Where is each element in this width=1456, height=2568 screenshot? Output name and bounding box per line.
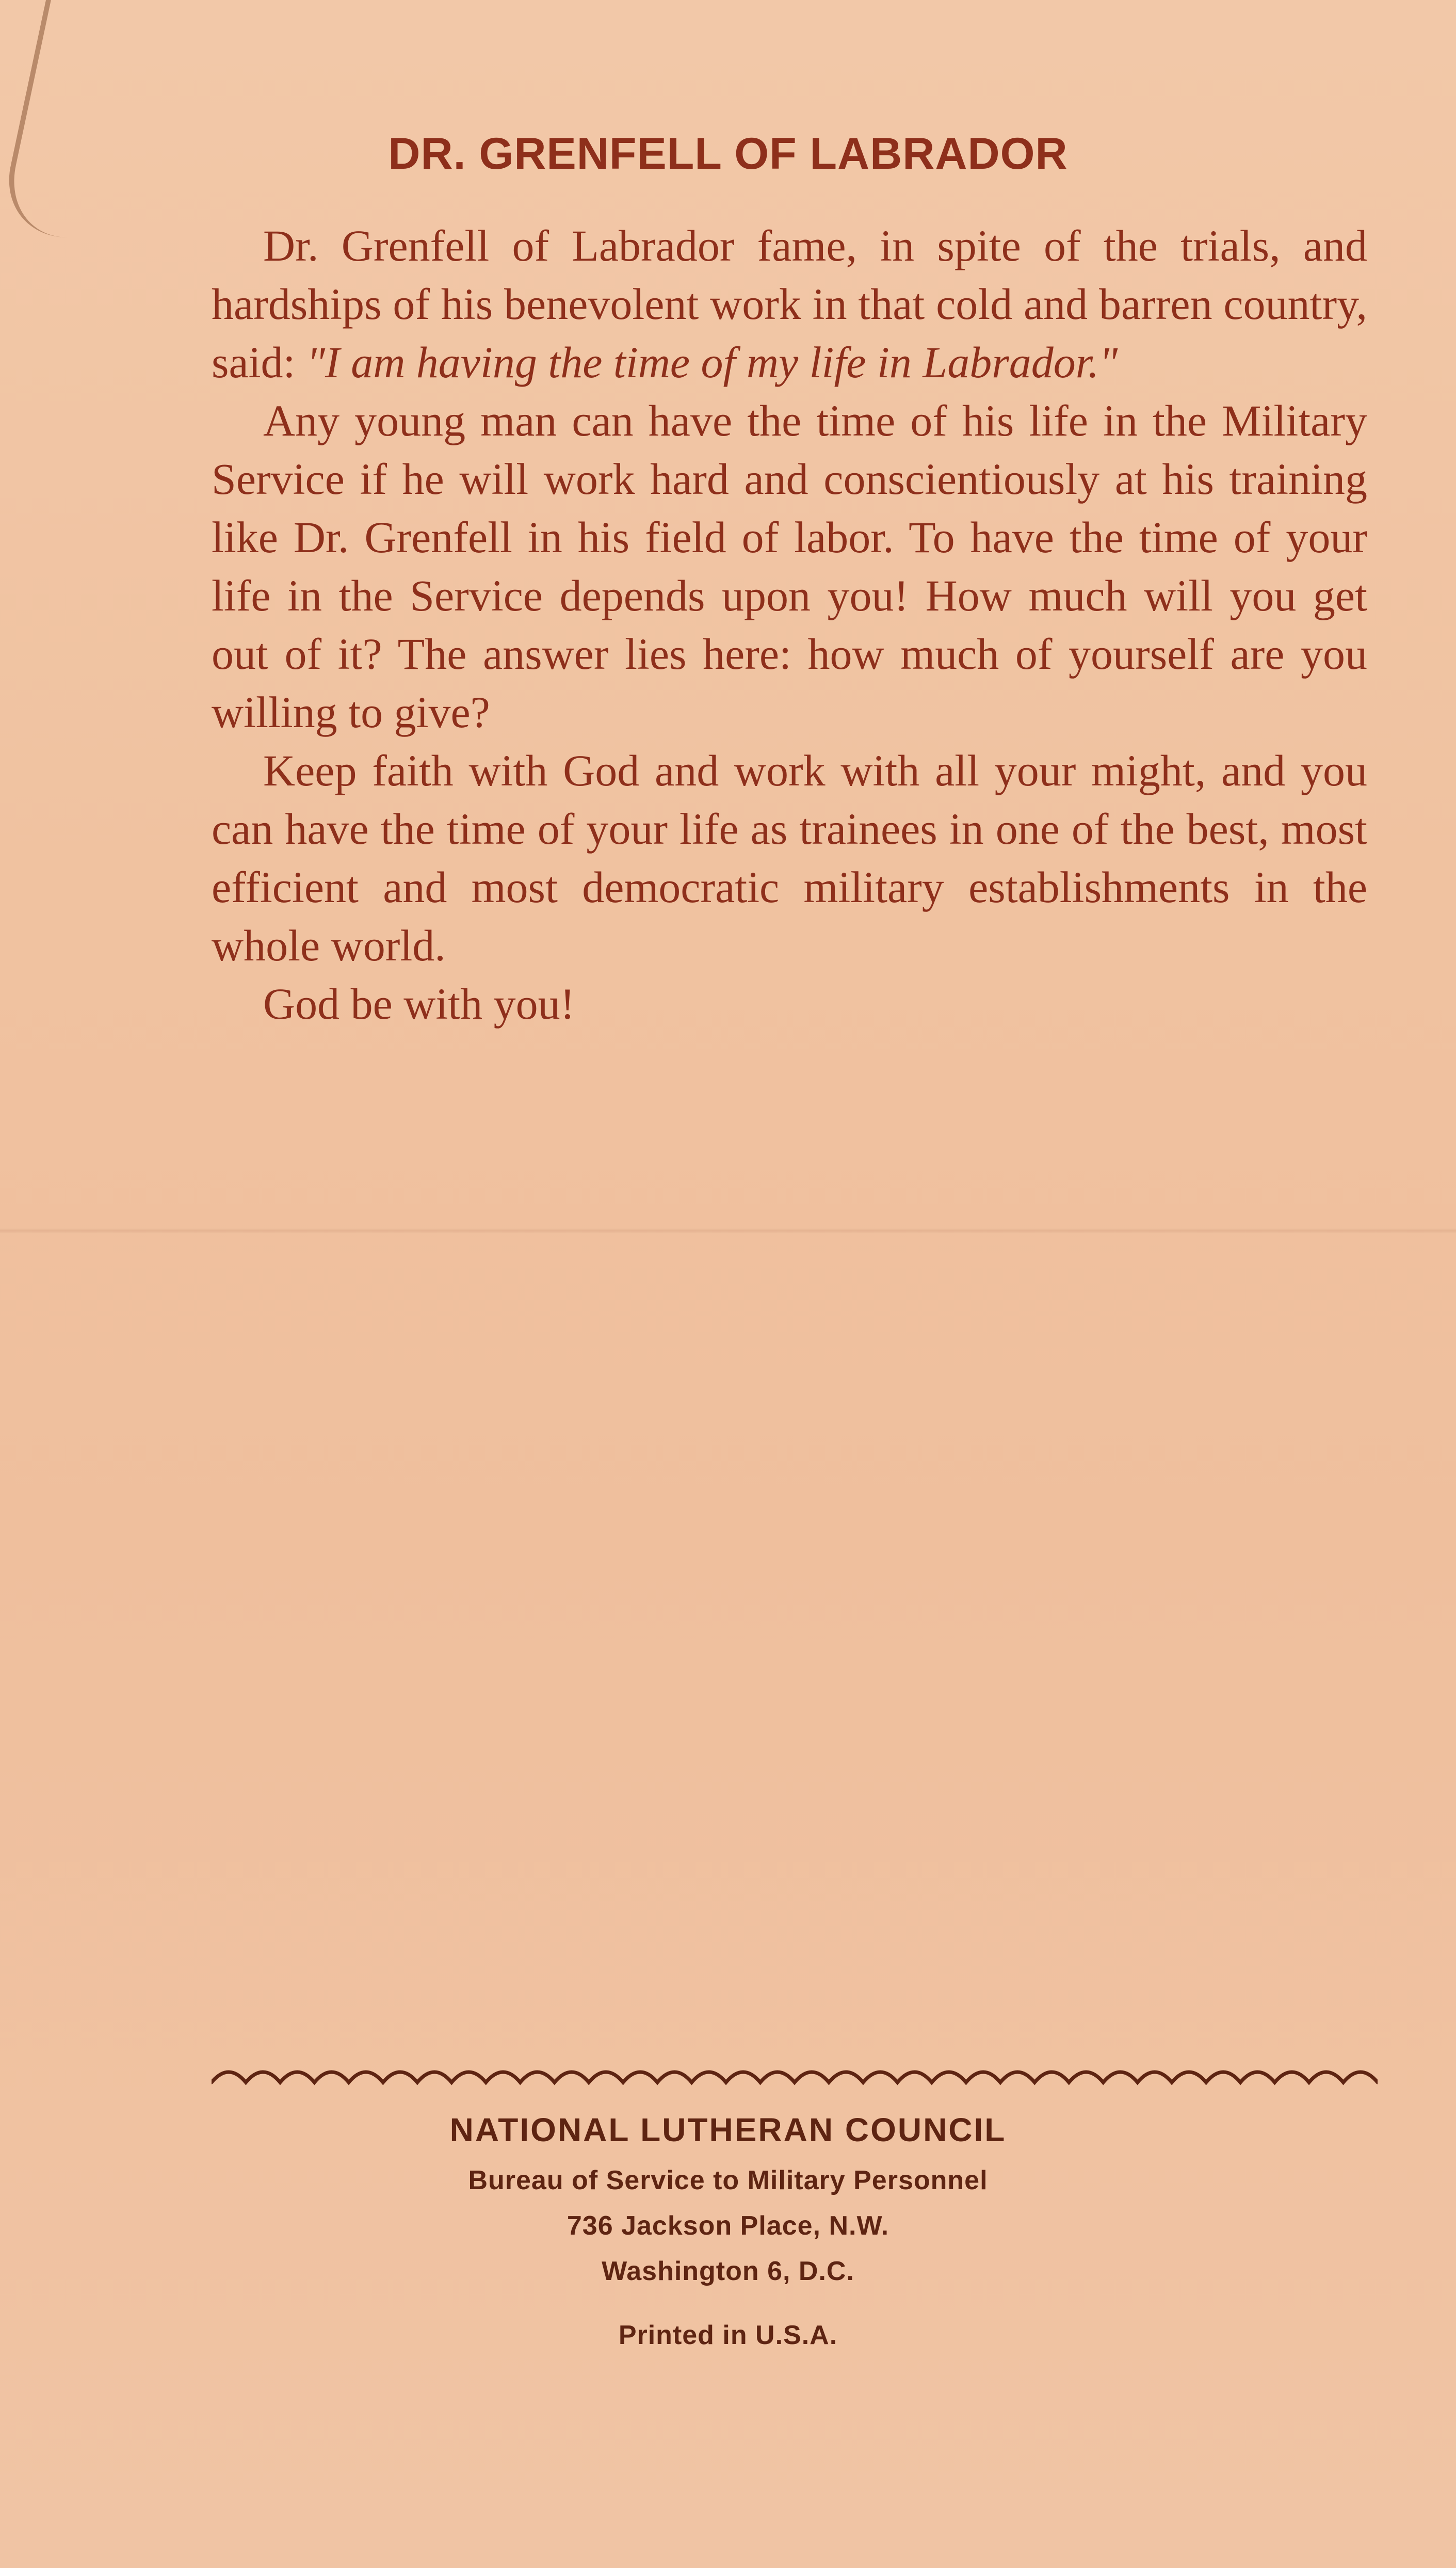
- organization-name: NATIONAL LUTHERAN COUNCIL: [449, 2111, 1007, 2148]
- page-title: DR. GRENFELL OF LABRADOR: [388, 129, 1068, 179]
- paragraph-1: [212, 217, 1367, 392]
- printed-note: Printed in U.S.A.: [618, 2320, 838, 2350]
- address-street: 736 Jackson Place, N.W.: [567, 2211, 889, 2241]
- publisher-footer: [0, 2113, 1456, 2367]
- grenfell-quote: "I am having the time of my life in Labrador.": [306, 338, 1118, 387]
- article-body: [212, 217, 1367, 1033]
- paragraph-4: God be with you!: [263, 979, 575, 1029]
- bureau-name: Bureau of Service to Military Personnel: [468, 2165, 988, 2195]
- fold-crease: [0, 1228, 1456, 1233]
- torn-corner: [0, 0, 128, 237]
- paragraph-3: Keep faith with God and work with all your might, and you can have the time of your life as trainees in one of the best, most efficient and most democratic military establishments in the whole world.: [212, 746, 1367, 970]
- scalloped-divider: [212, 2059, 1378, 2090]
- address-city: Washington 6, D.C.: [602, 2256, 854, 2286]
- paragraph-1-text: Dr. Grenfell of Labrador fame, in spite of the trials, and hardships of his benevolent work in that cold and barren country, said:: [212, 221, 1367, 387]
- paragraph-2: Any young man can have the time of his life in the Military Service if he will work hard and conscientiously at his training like Dr. Grenfell in his field of labor. To have the time of your life in the Service depends upon you! How much will you get out of it? The answer lies here: how much of yourself are you willing to give?: [212, 396, 1367, 737]
